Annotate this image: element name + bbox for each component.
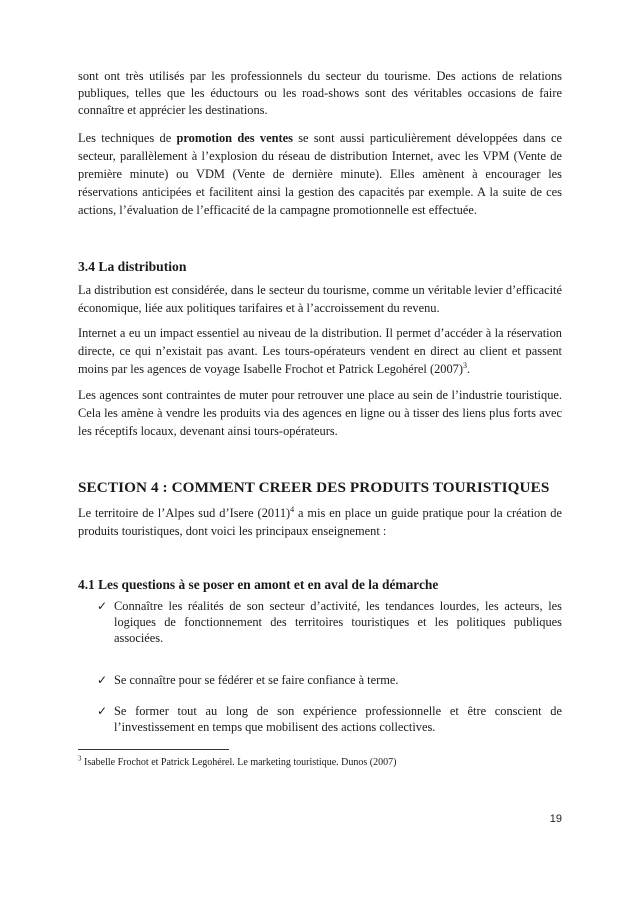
- bullet-item: [97, 598, 562, 646]
- footnote-ref: 3: [463, 360, 468, 370]
- bold-term: promotion des ventes: [176, 131, 293, 145]
- paragraph-text: La distribution est considérée, dans le secteur du tourisme, comme un véritable levier d’efficacité économique, liée aux politiques tarifaires et à l’accroissement du revenu.: [78, 283, 562, 315]
- bullet-text: Se connaître pour se fédérer et se faire confiance à terme.: [114, 673, 399, 687]
- paragraph-text: Internet a eu un impact essentiel au niveau de la distribution. Il permet d’accéder à la réservation directe, ce qui n’existait pas avant. Les tours-opérateurs vendent en direct au client et passent moins par les agences de voyage Isabelle Frochot et Patrick Legohérel (2007): [78, 326, 562, 376]
- bullet-text: Connaître les réalités de son secteur d’activité, les tendances lourdes, les acteurs, les logiques de fonctionnement des territoires touristiques et les politiques publiques associées.: [114, 599, 562, 645]
- paragraph-text: Les agences sont contraintes de muter pour retrouver une place au sein de l’industrie touristique. Cela les amène à vendre les produits via des agences en ligne ou à tisser des liens plus forts avec les réceptifs locaux, devenant ainsi tours-opérateurs.: [78, 388, 562, 438]
- paragraph-text: Les techniques de: [78, 131, 177, 145]
- paragraph-promotion-ventes: [78, 129, 562, 219]
- paragraph-distribution-levier: [78, 281, 562, 317]
- footnote-number: 3: [78, 754, 82, 763]
- paragraph-text: sont ont très utilisés par les professionnels du secteur du tourisme. Des actions de relations publiques, telles que les éductours ou les road-shows sont des véritables occasions de faire connaître et apprécier les destinations.: [78, 69, 562, 117]
- paragraph-text: Le territoire de l’Alpes sud d’Isere (2011): [78, 506, 291, 520]
- heading-distribution: 3.4 La distribution: [78, 259, 187, 274]
- paragraph-text: se sont aussi particulièrement développées dans ce secteur, parallèlement à l’explosion du réseau de distribution Internet, avec les VPM (Vente de première minute) ou VDM (Vente de dernière minute). Elles amènent à encourager les réservations anticipées et facilitent ainsi la gestion des capacités par exemple. A la suite de ces actions, l’évaluation de l’efficacité de la campagne promotionnelle est effectuée.: [78, 131, 562, 217]
- bullet-item: [97, 703, 562, 735]
- bullet-item: [97, 672, 562, 688]
- checkmark-icon: ✓: [97, 704, 108, 718]
- paragraph-text: .: [467, 362, 471, 376]
- paragraph-text: a mis en place un guide pratique pour la création de produits touristiques, dont voici les principaux enseignement :: [78, 506, 562, 538]
- footnote-text: Isabelle Frochot et Patrick Legohérel. Le marketing touristique. Dunos (2007): [81, 757, 397, 768]
- footnote-divider: [78, 749, 229, 750]
- heading-section-4: SECTION 4 : COMMENT CREER DES PRODUITS TOURISTIQUES: [78, 479, 550, 496]
- paragraph-agences-muter: [78, 386, 562, 440]
- footnote-ref: 4: [290, 504, 295, 514]
- paragraph-territoire-alpes: [78, 504, 562, 540]
- heading-questions: 4.1 Les questions à se poser en amont et en aval de la démarche: [78, 577, 439, 592]
- bullet-text: Se former tout au long de son expérience professionnelle et être conscient de l’investissement en temps que mobilisent des actions collectives.: [114, 704, 562, 734]
- checkmark-icon: ✓: [97, 673, 108, 687]
- paragraph-relations-publiques: [78, 68, 562, 119]
- page-number: 19: [549, 813, 562, 825]
- checkmark-icon: ✓: [97, 599, 108, 613]
- footnote: [78, 756, 562, 769]
- paragraph-internet-impact: [78, 324, 562, 378]
